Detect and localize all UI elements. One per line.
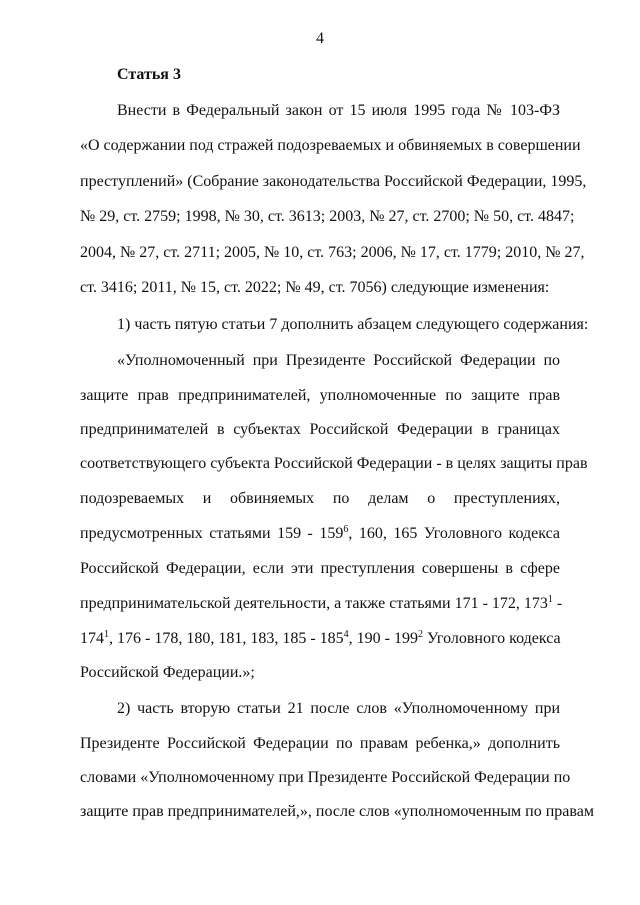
body-line [80, 594, 563, 614]
body-line: преступлений» (Собрание законодательства Российской Федерации, 1995, [80, 173, 587, 190]
body-line: «Уполномоченный при Президенте Российской Федерации по [117, 352, 560, 369]
line-text: предпринимательской деятельности, а также статьями 171 - 172, 173 [80, 595, 548, 612]
body-line: соответствующего субъекта Российской Федерации - в целях защиты прав [80, 455, 588, 472]
line-text: Уголовного кодекса [422, 630, 561, 647]
body-line: 2) часть вторую статьи 21 после слов «Уполномоченному при [117, 700, 560, 717]
body-line: защите прав предпринимателей,», после слов «уполномоченным по правам [80, 803, 594, 820]
body-line: Российской Федерации.»; [80, 664, 255, 681]
body-line: 2004, № 27, ст. 2711; 2005, № 10, ст. 763; 2006, № 17, ст. 1779; 2010, № 27, [80, 244, 585, 261]
line-text: предусмотренных статьями 159 - 159 [80, 525, 344, 542]
superscript: 6 [343, 524, 349, 535]
body-line [80, 524, 560, 544]
body-line: Российской Федерации, если эти преступления совершены в сфере [80, 560, 560, 577]
body-line: подозреваемых и обвиняемых по делам о преступлениях, [80, 490, 560, 507]
superscript: 1 [104, 629, 109, 640]
body-line: защите прав предпринимателей, уполномоченные по защите прав [80, 387, 560, 404]
superscript: 4 [343, 629, 349, 640]
body-line: 1) часть пятую статьи 7 дополнить абзацем следующего содержания: [117, 316, 589, 333]
body-line: ст. 3416; 2011, № 15, ст. 2022; № 49, ст. 7056) следующие изменения: [80, 279, 550, 296]
body-line: предпринимателей в субъектах Российской Федерации в границах [80, 421, 560, 438]
article-title: Статья 3 [117, 66, 181, 83]
body-line: № 29, ст. 2759; 1998, № 30, ст. 3613; 2003, № 27, ст. 2700; № 50, ст. 4847; [80, 208, 575, 225]
line-text: - [552, 595, 563, 612]
body-line: «О содержании под стражей подозреваемых и обвиняемых в совершении [80, 137, 581, 154]
superscript: 1 [547, 594, 553, 605]
line-text: , 190 - 199 [348, 630, 418, 647]
line-text: , 160, 165 Уголовного кодекса [348, 525, 560, 542]
line-text: , 176 - 178, 180, 181, 183, 185 - 185 [109, 630, 344, 647]
body-line: словами «Уполномоченному при Президенте Российской Федерации по [80, 769, 571, 786]
line-text: 174 [80, 630, 104, 647]
body-line: Президенте Российской Федерации по правам ребенка,» дополнить [80, 735, 560, 752]
page-number: 4 [316, 30, 324, 47]
body-line: Внести в Федеральный закон от 15 июля 1995 года № 103-ФЗ [117, 102, 560, 119]
superscript: 2 [417, 629, 423, 640]
body-line [80, 629, 560, 649]
